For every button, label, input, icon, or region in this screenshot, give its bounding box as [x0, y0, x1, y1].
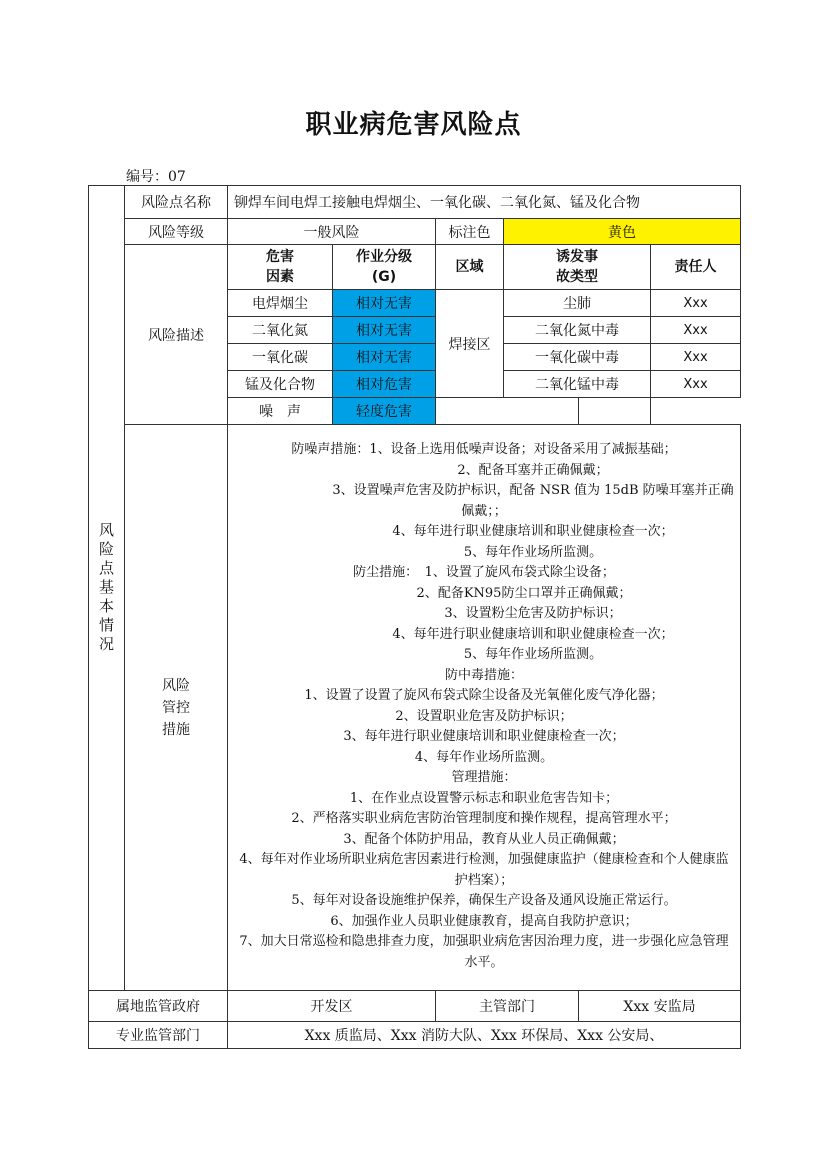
page-title: 职业病危害风险点 [305, 110, 522, 140]
measure-line: 3、设置粉尘危害及防护标识； [444, 606, 622, 621]
measure-line: 5、每年作业场所监测。 [463, 544, 603, 560]
measure-line: 5、每年对设备设施维护保养，确保生产设备及通风设施正常运行。 [291, 893, 677, 908]
work-grade-cell: 相对无害 [333, 344, 436, 371]
hazard-factor-cell: 电焊烟尘 [228, 290, 333, 317]
owner-header: 责任人 [651, 245, 741, 290]
document-number: 编号：07 [126, 169, 186, 185]
risk-name-label: 风险点名称 [125, 186, 228, 219]
measure-line: 6、加强作业人员职业健康教育，提高自我防护意识； [330, 913, 638, 929]
measure-line: 4、每年作业场所监测。 [414, 749, 554, 765]
measure-line: 1、在作业点设置警示标志和职业危害告知卡； [349, 790, 619, 806]
competent-department-label: 主管部门 [436, 991, 579, 1022]
work-grade-cell: 相对危害 [333, 371, 436, 398]
basic-info-side-label: 风险点基本情况 [89, 186, 125, 991]
owner-cell [579, 398, 651, 425]
risk-name-value: 铆焊车间电焊工接触电焊烟尘、一氧化碳、二氧化氮、锰及化合物 [228, 186, 741, 219]
work-grade-cell: 相对无害 [333, 317, 436, 344]
mark-color-label: 标注色 [436, 219, 504, 245]
risk-control-measures [228, 425, 741, 991]
noise-measures-heading: 防噪声措施：1、设备上选用低噪声设备；对设备采用了减振基础； [291, 442, 677, 457]
measure-line: 3、每年进行职业健康培训和职业健康检查一次； [343, 729, 625, 744]
risk-point-table [88, 185, 741, 1049]
dust-measures-heading: 防尘措施： 1、设置了旋风布袋式除尘设备； [353, 565, 615, 580]
work-grade-cell: 相对无害 [333, 290, 436, 317]
risk-description-label: 风险描述 [125, 245, 228, 425]
poison-measures-heading: 防中毒措施： [444, 667, 523, 683]
measure-line: 4、每年进行职业健康培训和职业健康检查一次； [392, 524, 674, 539]
measure-line: 4、每年对作业场所职业病危害因素进行检测，加强健康监护（健康检查和个人健康监护档案）； [239, 852, 729, 888]
work-grade-header: 作业分级 (G) [333, 245, 436, 290]
competent-department-value: Xxx 安监局 [579, 991, 741, 1022]
risk-level-value: 一般风险 [228, 219, 436, 245]
measure-line: 4、每年进行职业健康培训和职业健康检查一次； [392, 626, 674, 642]
local-government-label: 属地监管政府 [89, 991, 228, 1022]
professional-department-value: Xxx 质监局、Xxx 消防大队、Xxx 环保局、Xxx 公安局、 [228, 1022, 741, 1049]
owner-cell: Xxx [651, 317, 741, 344]
accident-type-cell: 一氧化碳中毒 [504, 344, 651, 371]
accident-type-header: 诱发事 故类型 [504, 245, 651, 290]
measure-line: 1、设置了设置了旋风布袋式除尘设备及光氧催化废气净化器； [304, 688, 664, 703]
measure-line: 5、每年作业场所监测。 [463, 647, 603, 662]
accident-type-cell: 二氧化氮中毒 [504, 317, 651, 344]
area-cell: 焊接区 [436, 290, 504, 398]
mark-color-value: 黄色 [504, 219, 741, 245]
area-header: 区域 [436, 245, 504, 290]
measure-line: 2、设置职业危害及防护标识； [395, 708, 573, 724]
hazard-factor-cell: 二氧化氮 [228, 317, 333, 344]
hazard-factor-header: 危害 因素 [228, 245, 333, 290]
hazard-factor-cell: 一氧化碳 [228, 344, 333, 371]
accident-type-cell: 二氧化锰中毒 [504, 371, 651, 398]
accident-type-cell [436, 398, 579, 425]
management-measures-heading: 管理措施： [451, 770, 517, 785]
local-government-value: 开发区 [228, 991, 436, 1022]
owner-cell: Xxx [651, 344, 741, 371]
risk-level-label: 风险等级 [125, 219, 228, 245]
hazard-factor-cell: 噪 声 [228, 398, 333, 425]
measure-line: 2、配备KN95防尘口罩并正确佩戴； [416, 585, 632, 601]
measure-line: 2、严格落实职业病危害防治管理制度和操作规程，提高管理水平； [291, 811, 677, 826]
professional-department-label: 专业监管部门 [89, 1022, 228, 1049]
work-grade-cell: 轻度危害 [333, 398, 436, 425]
owner-cell: Xxx [651, 290, 741, 317]
accident-type-cell: 尘肺 [504, 290, 651, 317]
risk-control-label: 风险 管控 措施 [125, 425, 228, 991]
owner-cell: Xxx [651, 371, 741, 398]
measure-line: 7、加大日常巡检和隐患排查力度，加强职业病危害因治理力度，进一步强化应急管理水平。 [239, 934, 729, 970]
measure-line: 3、配备个体防护用品，教育从业人员正确佩戴； [343, 831, 625, 847]
measure-line: 3、设置噪声危害及防护标识，配备 NSR 值为 15dB 防噪耳塞并正确佩戴；； [332, 483, 734, 519]
hazard-factor-cell: 锰及化合物 [228, 371, 333, 398]
measure-line: 2、配备耳塞并正确佩戴； [457, 462, 609, 478]
